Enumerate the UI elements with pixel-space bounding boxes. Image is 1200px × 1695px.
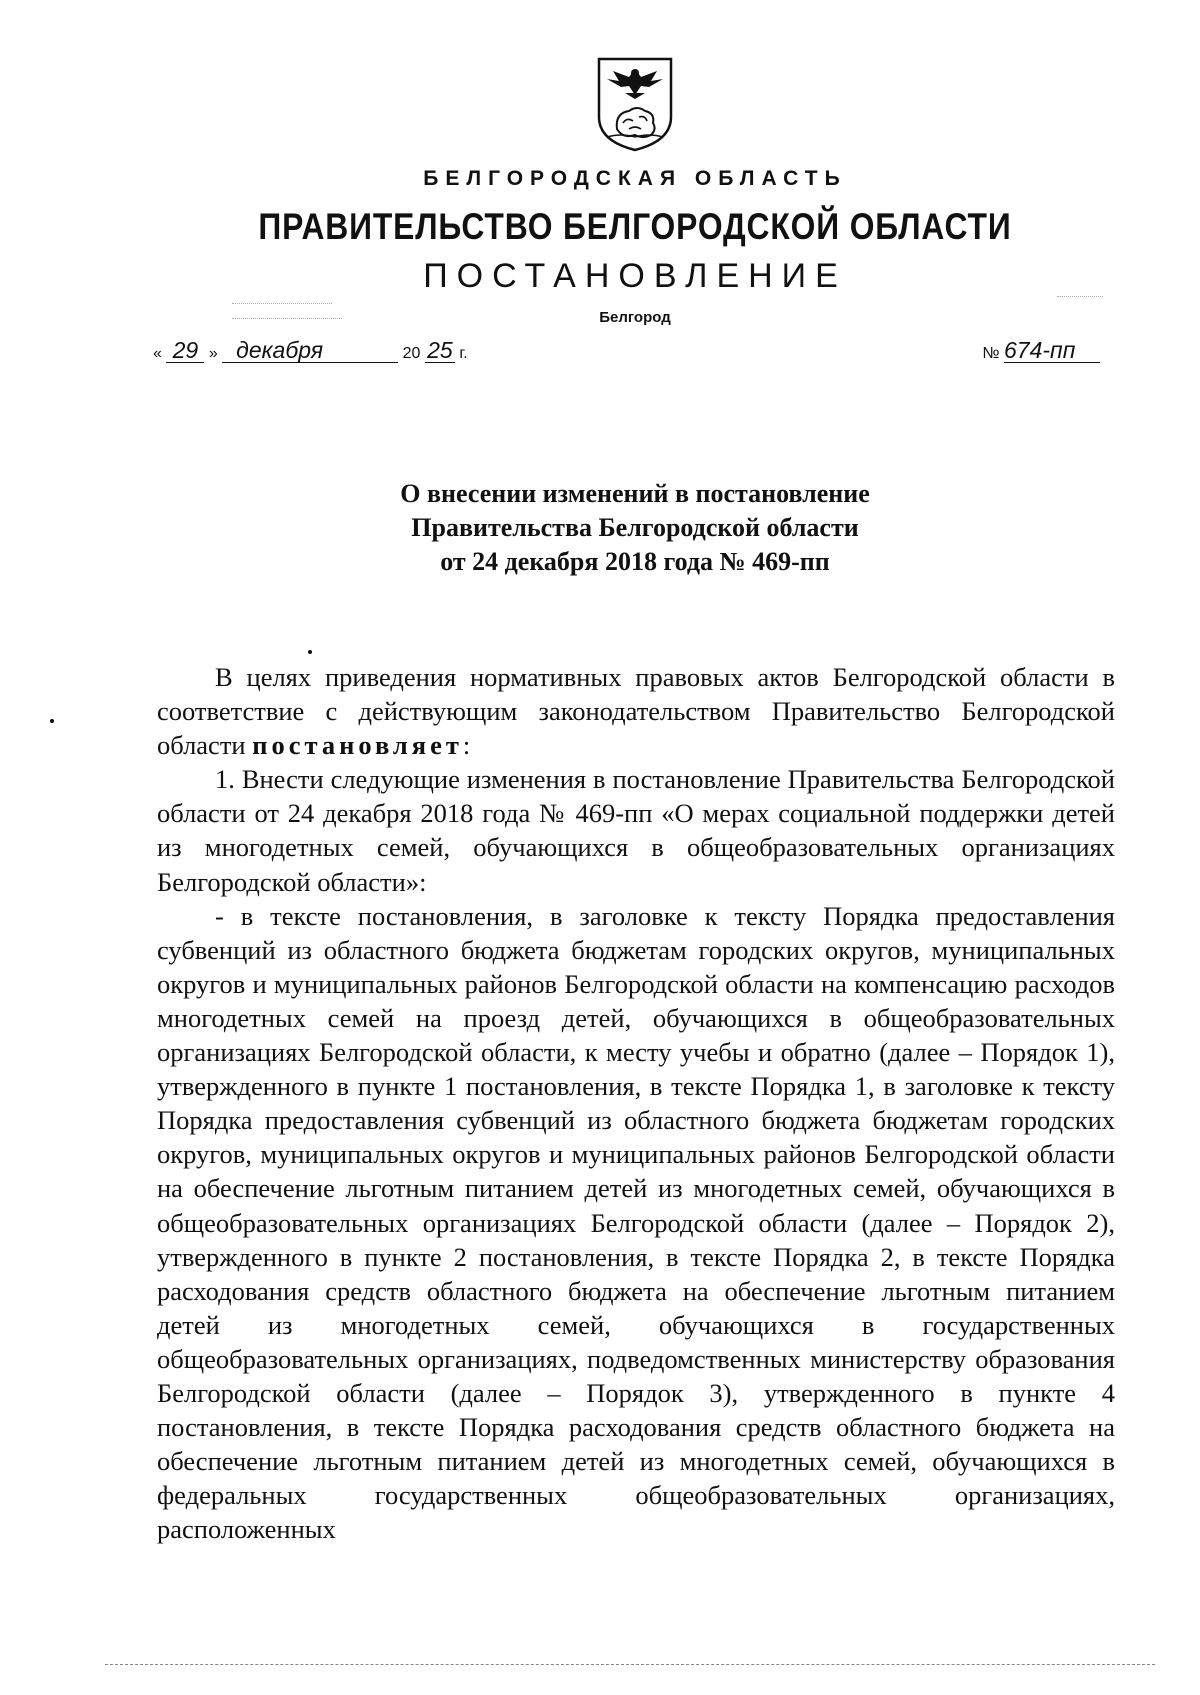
scan-mark [232,303,332,305]
date-quote-open: « [153,345,162,362]
body-paragraph [157,660,1115,762]
body-paragraph: - в тексте постановления, в заголовке к тексту Порядка предоставления субвенций из областного бюджета бюджетам городских округов, муниципальных округов и муниципальных районов Белгородской области на компенсацию расходов многодетных семей на проезд детей, обучающихся в общеобразовательных организациях Белгородской области, к месту учебы и обратно (далее – Порядок 1), утвержденного в пункте 1 постановления, в тексте Порядка 1, в заголовке к тексту Порядка предоставления субвенций из областного бюджета бюджетам городских округов, муниципальных округов и муниципальных районов Белгородской области на обеспечение льготным питанием детей из многодетных семей, обучающихся в общеобразовательных организациях Белгородской области (далее – Порядок 2), утвержденного в пункте 2 постановления, в тексте Порядка 2, в тексте Порядка расходования средств областного бюджета на обеспечение льготным питанием детей из многодетных семей, обучающихся в государственных общеобразовательных организациях, подведомственных министерству образования Белгородской области (далее – Порядок 3), утвержденного в пункте 4 постановления, в тексте Порядка расходования средств областного бюджета на обеспечение льготным питанием детей из многодетных семей, обучающихся в федеральных государственных общеобразовательных организациях, расположенных [157,900,1115,1545]
title-line: О внесении изменений в постановление [400,479,870,508]
document-date [153,338,468,363]
body-paragraph: 1. Внести следующие изменения в постановление Правительства Белгородской области от 24 декабря 2018 года № 469-пп «О мерах социальной поддержки детей из многодетных семей, обучающихся в общеобразовательных организациях Белгородской области»: [157,764,1115,897]
paragraph-text: : [462,730,471,761]
emphasized-word: постановляет [252,730,463,761]
date-century: 20 [402,345,421,362]
document-body [157,660,1115,1546]
scan-speck [308,650,312,654]
number-value: 674-пп [1004,338,1100,363]
date-quote-close: » [208,345,218,362]
scan-mark [232,318,342,320]
region-name: БЕЛГОРОДСКАЯ ОБЛАСТЬ [423,167,847,190]
number-prefix: № [982,345,1000,362]
document-type: ПОСТАНОВЛЕНИЕ [423,257,847,295]
title-line: от 24 декабря 2018 года № 469-пп [440,547,830,576]
document-number [982,338,1100,363]
scan-speck [50,719,54,723]
paragraph-text: В целях приведения нормативных правовых актов Белгородской области в соответствие с действующим законодательством Правительство Белгородской области [157,662,1115,761]
page-bottom-rule [105,1664,1155,1665]
document-title [0,477,1200,579]
title-line: Правительства Белгородской области [411,513,859,542]
government-name: ПРАВИТЕЛЬСТВО БЕЛГОРОДСКОЙ ОБЛАСТИ [258,206,1012,247]
date-day: 29 [166,338,204,363]
coat-of-arms-emblem [593,55,677,153]
date-year-suffix: г. [459,345,468,362]
city-name: Белгород [599,309,671,326]
date-year: 25 [425,338,455,363]
date-month: декабря [222,338,398,363]
scan-mark [1057,296,1103,298]
